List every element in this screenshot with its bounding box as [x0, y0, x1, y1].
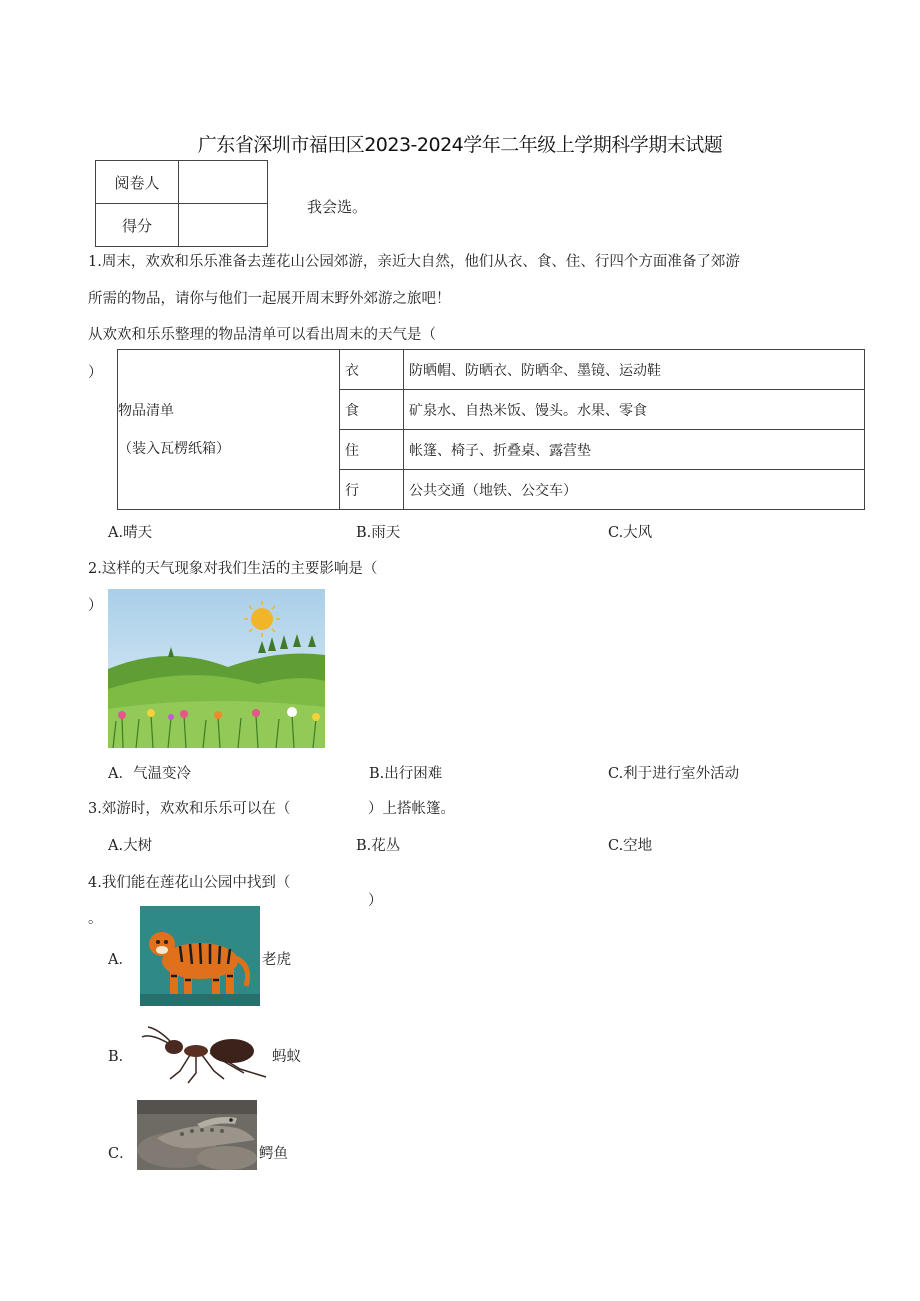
crocodile-image: [137, 1100, 257, 1170]
q4-option-b-name: 蚂蚁: [272, 1049, 301, 1065]
item-list-header: [118, 350, 340, 510]
q4-option-a-name: 老虎: [262, 952, 291, 968]
row-clothing-cat: 衣: [340, 350, 404, 390]
q4-stem: 4.我们能在莲花山公园中找到（: [88, 875, 291, 891]
score-box: [95, 160, 268, 247]
q2-close-paren: ）: [88, 598, 103, 614]
q2-option-c: C.利于进行室外活动: [608, 766, 740, 782]
intro-line-1: 1.周末，欢欢和乐乐准备去莲花山公园郊游，亲近大自然，他们从衣、食、住、行四个方面准备了郊游: [88, 254, 740, 270]
q2-option-a: A．气温变冷: [108, 766, 191, 782]
row-housing-cat: 住: [340, 430, 404, 470]
item-list-table: [117, 349, 865, 510]
row-transport-cat: 行: [340, 470, 404, 510]
q4-period: 。: [88, 911, 103, 927]
q1-stem: 从欢欢和乐乐整理的物品清单可以看出周末的天气是（: [88, 327, 436, 343]
score-blank: [179, 204, 268, 247]
q3-option-c: C.空地: [608, 838, 653, 854]
row-transport-items: 公共交通（地铁、公交车）: [404, 470, 865, 510]
row-food-items: 矿泉水、自热米饭、馒头。水果、零食: [404, 390, 865, 430]
ant-image: [140, 1025, 270, 1085]
reviewer-label: 阅卷人: [96, 161, 179, 204]
tiger-image: [140, 906, 260, 1006]
q3-stem-end: ）上搭帐篷。: [368, 801, 455, 817]
section-heading: 我会选。: [307, 198, 368, 216]
q1-option-b: B.雨天: [356, 525, 401, 541]
q3-option-b: B.花丛: [356, 838, 401, 854]
q1-option-c: C.大风: [608, 525, 653, 541]
q2-stem: 2.这样的天气现象对我们生活的主要影响是（: [88, 561, 378, 577]
row-housing-items: 帐篷、椅子、折叠桌、露营垫: [404, 430, 865, 470]
item-list-header-line-2: （装入瓦楞纸箱）: [118, 440, 230, 457]
score-label: 得分: [96, 204, 179, 247]
intro-line-2: 所需的物品，请你与他们一起展开周末野外郊游之旅吧！: [88, 291, 451, 307]
q4-option-c-name: 鳄鱼: [259, 1146, 288, 1162]
q2-option-b: B.出行困难: [369, 766, 443, 782]
row-food-cat: 食: [340, 390, 404, 430]
item-list-header-line-1: 物品清单: [118, 402, 174, 419]
q3-stem: 3.郊游时，欢欢和乐乐可以在（: [88, 801, 291, 817]
q4-option-c-letter: C．: [108, 1146, 134, 1162]
page-title: 广东省深圳市福田区2023-2024学年二年级上学期科学期末试题: [197, 134, 723, 156]
q3-option-a: A.大树: [108, 838, 153, 854]
reviewer-blank: [179, 161, 268, 204]
q1-option-a: A.晴天: [108, 525, 153, 541]
q4-close-paren: ）: [368, 893, 383, 909]
sunny-meadow-image: [108, 589, 325, 748]
q4-option-a-letter: A．: [108, 952, 133, 968]
row-clothing-items: 防晒帽、防晒衣、防晒伞、墨镜、运动鞋: [404, 350, 865, 390]
q1-close-paren: ）: [88, 365, 103, 381]
q4-option-b-letter: B．: [108, 1049, 134, 1065]
